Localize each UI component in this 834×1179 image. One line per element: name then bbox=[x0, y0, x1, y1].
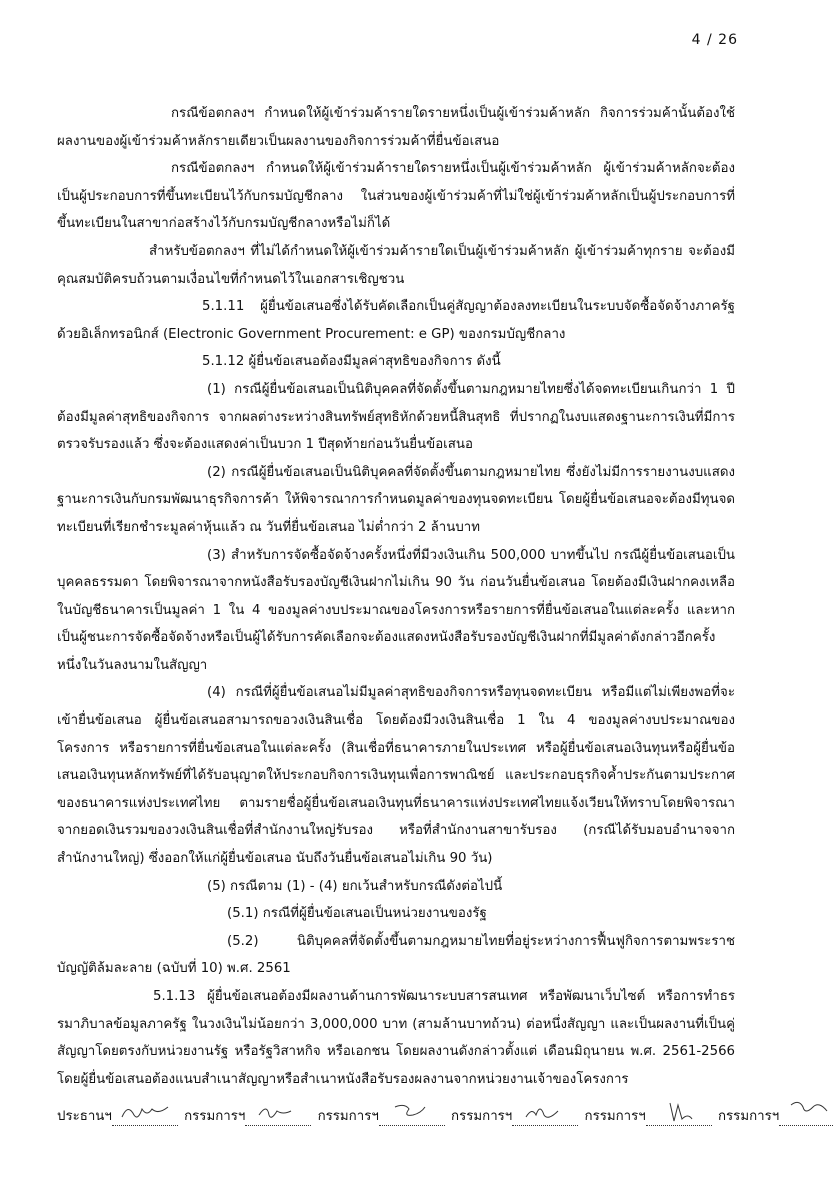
member-signature-5 bbox=[779, 1099, 834, 1126]
member-label-4: กรรมการฯ bbox=[584, 1109, 646, 1124]
paragraph: (5.2) นิติบุคคลที่จัดตั้งขึ้นตามกฎหมายไทยที่อยู่ระหว่างการฟื้นฟูกิจการตามพระราชบัญญัติล้มละลาย (ฉบับที่ 10) พ.ศ. 2561 bbox=[57, 933, 735, 977]
chair-label: ประธานฯ bbox=[57, 1109, 112, 1124]
paragraph: 5.1.11 ผู้ยื่นข้อเสนอซึ่งได้รับคัดเลือกเป็นคู่สัญญาต้องลงทะเบียนในระบบจัดซื้อจัดจ้างภาครัฐด้วยอิเล็กทรอนิกส์ (Electronic Government Procurement: e GP) ของกรมบัญชีกลาง bbox=[57, 299, 735, 342]
member-label-3: กรรมการฯ bbox=[451, 1109, 513, 1124]
paragraph: กรณีข้อตกลงฯ กำหนดให้ผู้เข้าร่วมค้ารายใดรายหนึ่งเป็นผู้เข้าร่วมค้าหลัก ผู้เข้าร่วมค้าหลักจะต้องเป็นผู้ประกอบการที่ขึ้นทะเบียนไว้กับกรมบัญชีกลาง ในส่วนของผู้เข้าร่วมค้าที่ไม่ใช่ผู้เข้าร่วมค้าหลักเป็นผู้ประกอบการที่ขึ้นทะเบียนในสาขาก่อสร้างไว้กับกรมบัญชีกลางหรือไม่ก็ได้ bbox=[57, 161, 735, 232]
member-signature-3 bbox=[512, 1099, 578, 1126]
chair-signature bbox=[112, 1099, 178, 1126]
paragraph: กรณีข้อตกลงฯ กำหนดให้ผู้เข้าร่วมค้ารายใดรายหนึ่งเป็นผู้เข้าร่วมค้าหลัก กิจการร่วมค้านั้นต้องใช้ผลงานของผู้เข้าร่วมค้าหลักรายเดียวเป็นผลงานของกิจการร่วมค้าที่ยื่นข้อเสนอ bbox=[57, 106, 735, 149]
paragraph: 5.1.13 ผู้ยื่นข้อเสนอต้องมีผลงานด้านการพัฒนาระบบสารสนเทศ หรือพัฒนาเว็บไซต์ หรือการทำธรรมาภิบาลข้อมูลภาครัฐ ในวงเงินไม่น้อยกว่า 3,000,000 บาท (สามล้านบาทถ้วน) ต่อหนึ่งสัญญา และเป็นผลงานที่เป็นคู่สัญญาโดยตรงกับหน่วยงานรัฐ หรือรัฐวิสาหกิจ หรือเอกชน โดยผลงานดังกล่าวตั้งแต่ เดือนมิถุนายน พ.ศ. 2561-2566 โดยผู้ยื่นข้อเสนอต้องแนบสำเนาสัญญาหรือสำเนาหนังสือรับรองผลงานจากหน่วยงานเจ้าของโครงการ bbox=[57, 989, 735, 1087]
member-label-5: กรรมการฯ bbox=[717, 1109, 780, 1124]
document-body bbox=[57, 100, 735, 1093]
paragraph: (5.1) กรณีที่ผู้ยื่นข้อเสนอเป็นหน่วยงานของรัฐ bbox=[227, 906, 487, 922]
paragraph: (3) สำหรับการจัดซื้อจัดจ้างครั้งหนึ่งที่มีวงเงินเกิน 500,000 บาทขึ้นไป กรณีผู้ยื่นข้อเสนอเป็นบุคคลธรรมดา โดยพิจารณาจากหนังสือรับรองบัญชีเงินฝากไม่เกิน 90 วัน ก่อนวันยื่นข้อเสนอ โดยต้องมีเงินฝากคงเหลือในบัญชีธนาคารเป็นมูลค่า 1 ใน 4 ของมูลค่างบประมาณของโครงการหรือรายการที่ยื่นข้อเสนอในแต่ละครั้ง และหากเป็นผู้ชนะการจัดซื้อจัดจ้างหรือเป็นผู้ได้รับการคัดเลือกจะต้องแสดงหนังสือรับรองบัญชีเงินฝากที่มีมูลค่าดังกล่าวอีกครั้งหนึ่งในวันลงนามในสัญญา bbox=[57, 547, 735, 673]
paragraph: สำหรับข้อตกลงฯ ที่ไม่ได้กำหนดให้ผู้เข้าร่วมค้ารายใดเป็นผู้เข้าร่วมค้าหลัก ผู้เข้าร่วมค้าทุกราย จะต้องมีคุณสมบัติครบถ้วนตามเงื่อนไขที่กำหนดไว้ในเอกสารเชิญชวน bbox=[57, 243, 735, 287]
page-number: 4 / 26 bbox=[691, 32, 738, 48]
paragraph: (2) กรณีผู้ยื่นข้อเสนอเป็นนิติบุคคลที่จัดตั้งขึ้นตามกฎหมายไทย ซึ่งยังไม่มีการรายงานงบแสดงฐานะการเงินกับกรมพัฒนาธุรกิจการค้า ให้พิจารณาการกำหนดมูลค่าของทุนจดทะเบียน โดยผู้ยื่นข้อเสนอจะต้องมีทุนจดทะเบียนที่เรียกชำระมูลค่าหุ้นแล้ว ณ วันที่ยื่นข้อเสนอ ไม่ต่ำกว่า 2 ล้านบาท bbox=[57, 464, 735, 535]
member-label-2: กรรมการฯ bbox=[317, 1109, 379, 1124]
member-signature-4 bbox=[646, 1099, 712, 1126]
paragraph: (5) กรณีตาม (1) - (4) ยกเว้นสำหรับกรณีดังต่อไปนี้ bbox=[207, 878, 503, 894]
paragraph: (1) กรณีผู้ยื่นข้อเสนอเป็นนิติบุคคลที่จัดตั้งขึ้นตามกฎหมายไทยซึ่งได้จดทะเบียนเกินกว่า 1 ปี ต้องมีมูลค่าสุทธิของกิจการ จากผลต่างระหว่างสินทรัพย์สุทธิหักด้วยหนี้สินสุทธิ ที่ปรากฏในงบแสดงฐานะการเงินที่มีการตรวจรับรองแล้ว ซึ่งจะต้องแสดงค่าเป็นบวก 1 ปีสุดท้ายก่อนวันยื่นข้อเสนอ bbox=[57, 381, 735, 453]
paragraph: (4) กรณีที่ผู้ยื่นข้อเสนอไม่มีมูลค่าสุทธิของกิจการหรือทุนจดทะเบียน หรือมีแต่ไม่เพียงพอที่จะเข้ายื่นข้อเสนอ ผู้ยื่นข้อเสนอสามารถขอวงเงินสินเชื่อ โดยต้องมีวงเงินสินเชื่อ 1 ใน 4 ของมูลค่างบประมาณของโครงการ หรือรายการที่ยื่นข้อเสนอในแต่ละครั้ง (สินเชื่อที่ธนาคารภายในประเทศ หรือผู้ยื่นข้อเสนอเงินทุนหรือผู้ยื่นข้อเสนอเงินทุนหลักทรัพย์ที่ได้รับอนุญาตให้ประกอบกิจการเงินทุนเพื่อการพาณิชย์ และประกอบธุรกิจค้ำประกันตามประกาศของธนาคารแห่งประเทศไทย ตามรายชื่อผู้ยื่นข้อเสนอเงินทุนที่ธนาคารแห่งประเทศไทยแจ้งเวียนให้ทราบโดยพิจารณาจากยอดเงินรวมของวงเงินสินเชื่อที่สำนักงานใหญ่รับรอง หรือที่สำนักงานสาขารับรอง (กรณีได้รับมอบอำนาจจากสำนักงานใหญ่) ซึ่งออกให้แก่ผู้ยื่นข้อเสนอ นับถึงวันยื่นข้อเสนอไม่เกิน 90 วัน) bbox=[57, 685, 735, 867]
paragraph: 5.1.12 ผู้ยื่นข้อเสนอต้องมีมูลค่าสุทธิของกิจการ ดังนี้ bbox=[202, 354, 501, 370]
member-signature-2 bbox=[379, 1099, 445, 1126]
member-label-1: กรรมการฯ bbox=[184, 1109, 246, 1124]
member-signature-1 bbox=[245, 1099, 311, 1126]
signature-footer bbox=[57, 1099, 797, 1126]
